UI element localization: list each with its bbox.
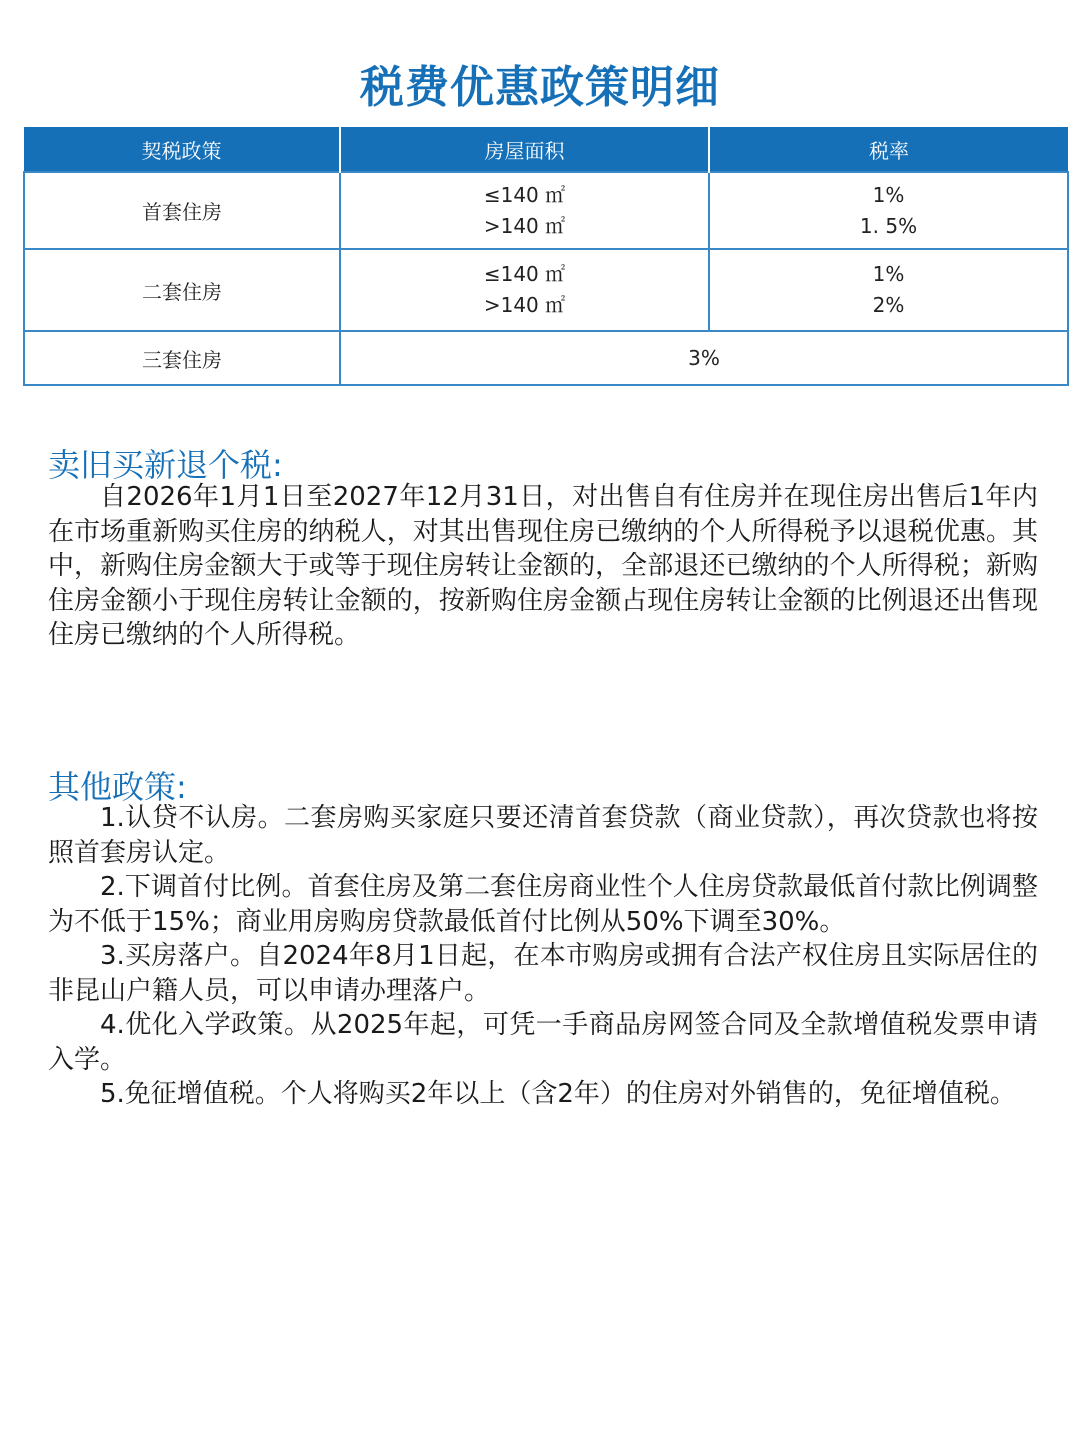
area-small: ≤140 ㎡ [483,262,566,286]
area-large: >140 ㎡ [483,293,566,317]
policy-item: 1.认贷不认房。二套房购买家庭只要还清首套贷款（商业贷款），再次贷款也将按照首套房认定。 [48,803,1038,868]
area-small: ≤140 ㎡ [483,182,566,207]
rate-small: 1% [872,262,905,286]
policy-item: 4.优化入学政策。从2025年起，可凭一手商品房网签合同及全款增值税发票申请入学。 [48,1010,1038,1075]
rate-large: 1. 5% [859,213,918,238]
rate-small: 1% [872,182,905,207]
tax-refund-paragraph: 自2026年1月1日至2027年12月31日，对出售自有住房并在现住房出售后1年内在市场重新购买住房的纳税人，对其出售现住房已缴纳的个人所得税予以退税优惠。其中，新购住房金额大于或等于现住房转让金额的，全部退还已缴纳的个人所得税；新购住房金额小于现住房转让金额的，按新购住房金额占现住房转让金额的比例退还出售现住房已缴纳的个人所得税。 [48,482,1038,650]
row-label-third-home: 三套住房 [24,331,340,385]
rate-cell [709,249,1068,331]
row-label-first-home: 首套住房 [24,172,340,249]
table-row [24,249,1068,331]
page-title: 税费优惠政策明细 [360,62,720,114]
area-cell [340,249,709,331]
merged-rate-cell: 3% [340,331,1068,385]
policy-item: 2.下调首付比例。首套住房及第二套住房商业性个人住房贷款最低首付款比例调整为不低于15%；商业用房购房贷款最低首付比例从50%下调至30%。 [48,872,1038,937]
rate-large: 2% [872,293,905,317]
area-cell [340,172,709,249]
table-row [24,172,1068,249]
rate-cell [709,172,1068,249]
policy-item: 5.免征增值税。个人将购买2年以上（含2年）的住房对外销售的，免征增值税。 [100,1079,1016,1109]
header-rate: 税率 [709,127,1068,172]
header-policy: 契税政策 [24,127,340,172]
area-large: >140 ㎡ [483,213,566,238]
deed-tax-table [23,127,1069,386]
table-row [24,331,1068,385]
section-heading-other-policies: 其他政策: [48,768,187,806]
row-label-second-home: 二套住房 [24,249,340,331]
header-area: 房屋面积 [340,127,709,172]
policy-item: 3.买房落户。自2024年8月1日起，在本市购房或拥有合法产权住房且实际居住的非昆山户籍人员，可以申请办理落户。 [48,941,1038,1006]
table-header-row [24,127,1068,172]
section-heading-tax-refund: 卖旧买新退个税: [48,446,283,484]
other-policies-list [48,801,1038,1112]
